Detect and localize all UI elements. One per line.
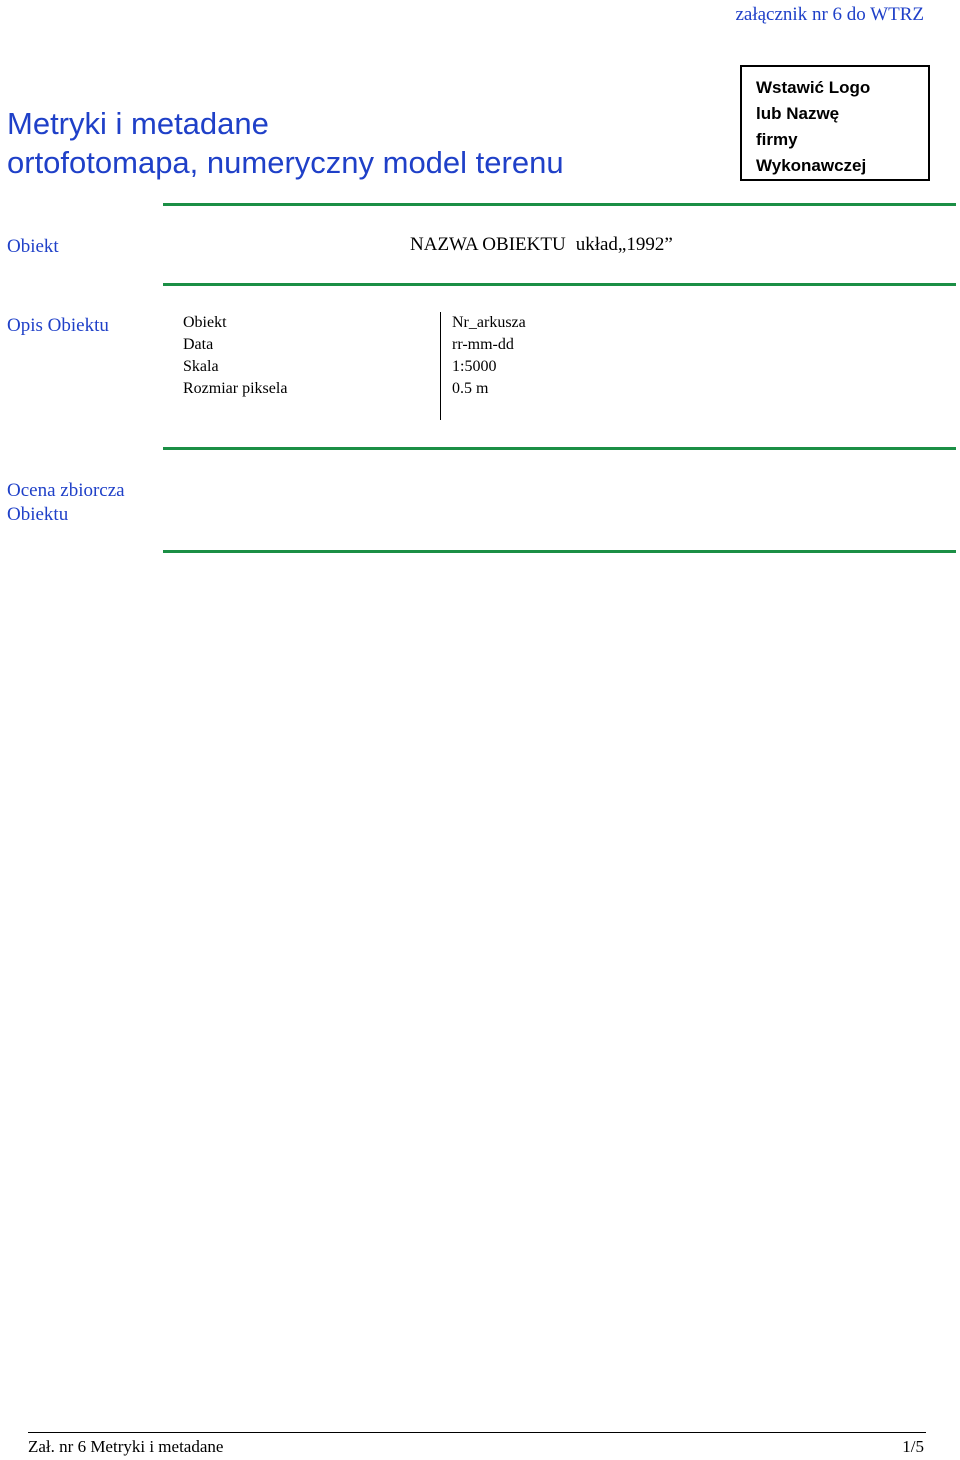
object-name-value: NAZWA OBIEKTU bbox=[410, 234, 566, 255]
section-divider-3 bbox=[163, 447, 956, 450]
footer-document-name: Zał. nr 6 Metryki i metadane bbox=[28, 1437, 224, 1456]
metadata-row bbox=[183, 334, 526, 356]
metadata-column-divider bbox=[440, 312, 441, 420]
description-section-label: Opis Obiektu bbox=[7, 315, 109, 336]
metadata-value: Nr_arkusza bbox=[452, 314, 526, 331]
annex-note: załącznik nr 6 do WTRZ bbox=[735, 4, 924, 25]
section-divider-4 bbox=[163, 550, 956, 553]
footer-page-number: 1/5 bbox=[902, 1437, 924, 1456]
section-divider-1 bbox=[163, 203, 956, 206]
metadata-key: Rozmiar piksela bbox=[183, 380, 288, 397]
logo-placeholder-box bbox=[740, 65, 930, 181]
metadata-row bbox=[183, 356, 526, 378]
document-title-line-2: ortofotomapa, numeryczny model terenu bbox=[7, 145, 564, 180]
object-name bbox=[410, 234, 673, 256]
logo-placeholder-line-2: lub Nazwę bbox=[756, 104, 840, 123]
footer-divider bbox=[28, 1432, 926, 1433]
metadata-key: Data bbox=[183, 336, 214, 353]
logo-placeholder-line-3: firmy bbox=[756, 130, 798, 149]
assessment-section-label bbox=[7, 479, 125, 527]
document-title-line-1: Metryki i metadane bbox=[7, 106, 269, 141]
metadata-key: Obiekt bbox=[183, 314, 227, 331]
object-section-label: Obiekt bbox=[7, 236, 59, 257]
metadata-row bbox=[183, 378, 526, 400]
coordinate-system: układ„1992” bbox=[575, 234, 673, 255]
metadata-value: 0.5 m bbox=[452, 380, 489, 397]
section-divider-2 bbox=[163, 283, 956, 286]
metadata-key: Skala bbox=[183, 358, 219, 375]
metadata-value: rr-mm-dd bbox=[452, 336, 514, 353]
assessment-label-line-2: Obiektu bbox=[7, 504, 69, 525]
metadata-value: 1:5000 bbox=[452, 358, 497, 375]
metadata-table bbox=[183, 312, 526, 400]
assessment-label-line-1: Ocena zbiorcza bbox=[7, 480, 125, 501]
metadata-row bbox=[183, 312, 526, 334]
logo-placeholder-line-4: Wykonawczej bbox=[756, 156, 867, 175]
document-title bbox=[7, 104, 564, 182]
logo-placeholder-line-1: Wstawić Logo bbox=[756, 78, 871, 97]
